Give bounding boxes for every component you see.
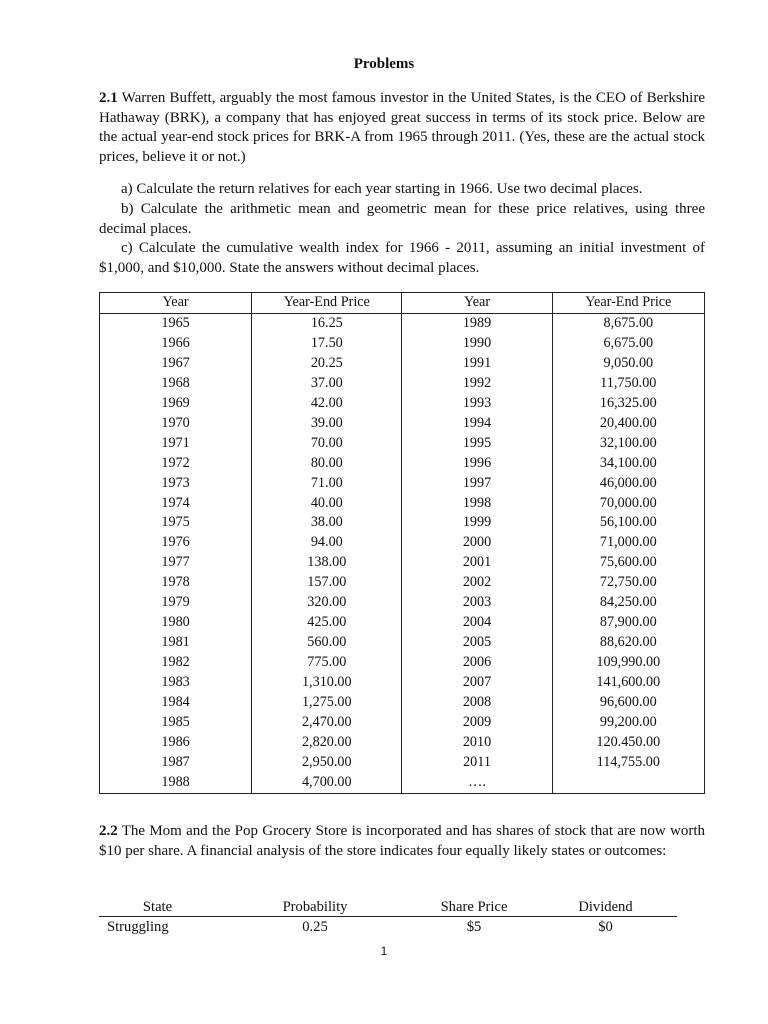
cell-price: 2,950.00 (252, 753, 402, 773)
table-row (100, 513, 705, 533)
table-row (100, 474, 705, 494)
problem-2-2-number: 2.2 (99, 823, 118, 839)
cell-price: 56,100.00 (552, 513, 704, 533)
table-row (100, 573, 705, 593)
problem-2-1-intro (99, 89, 705, 167)
cell-year: 2001 (402, 553, 552, 573)
header-year-2: Year (402, 293, 552, 314)
table-row (100, 414, 705, 434)
cell-price: 71,000.00 (552, 533, 704, 553)
cell-year: 1991 (402, 354, 552, 374)
cell-price: 17.50 (252, 334, 402, 354)
header-state: State (99, 898, 216, 917)
cell-year: …. (402, 773, 552, 793)
problem-2-1-part-c: c) Calculate the cumulative wealth index for 1966 - 2011, assuming an initial investment of $1,000, and $10,000. State the answers without decimal places. (99, 240, 705, 276)
cell-year: 1992 (402, 374, 552, 394)
cell-year: 1986 (100, 733, 252, 753)
cell-price: 138.00 (252, 553, 402, 573)
problem-2-2-text: The Mom and the Pop Grocery Store is incorporated and has shares of stock that are now worth $10 per share. A financial analysis of the store indicates four equally likely states or outcomes: (99, 823, 705, 859)
cell-price: 20.25 (252, 354, 402, 374)
cell-price: 38.00 (252, 513, 402, 533)
cell-price: 1,310.00 (252, 673, 402, 693)
cell-price: 425.00 (252, 613, 402, 633)
outcome-row (99, 917, 677, 938)
cell-price: 8,675.00 (552, 313, 704, 333)
cell-year: 1979 (100, 593, 252, 613)
cell-price: 70,000.00 (552, 494, 704, 514)
cell-price: 6,675.00 (552, 334, 704, 354)
cell-price: 34,100.00 (552, 454, 704, 474)
cell-year: 1969 (100, 394, 252, 414)
cell-price: 560.00 (252, 633, 402, 653)
table-row (100, 613, 705, 633)
cell-year: 2007 (402, 673, 552, 693)
cell-year: 1984 (100, 693, 252, 713)
problem-2-2-intro (99, 822, 705, 861)
cell-price: 32,100.00 (552, 434, 704, 454)
cell-year: 2004 (402, 613, 552, 633)
cell-year: 2010 (402, 733, 552, 753)
cell-price: 94.00 (252, 533, 402, 553)
cell-year: 2000 (402, 533, 552, 553)
cell-year: 1972 (100, 454, 252, 474)
cell-year: 1988 (100, 773, 252, 793)
cell-year: 1981 (100, 633, 252, 653)
cell-price: 120.450.00 (552, 733, 704, 753)
cell-year: 1989 (402, 313, 552, 333)
table-row (100, 653, 705, 673)
cell-price: 4,700.00 (252, 773, 402, 793)
cell-year: 1994 (402, 414, 552, 434)
outcome-share-price: $5 (466, 919, 482, 935)
cell-price: 72,750.00 (552, 573, 704, 593)
cell-year: 1974 (100, 494, 252, 514)
table-row (100, 374, 705, 394)
page-title: Problems (353, 56, 415, 72)
cell-year: 1987 (100, 753, 252, 773)
table-row (100, 533, 705, 553)
cell-price: 99,200.00 (552, 713, 704, 733)
cell-year: 1982 (100, 653, 252, 673)
stock-price-table (99, 292, 705, 794)
cell-price: 75,600.00 (552, 553, 704, 573)
table-row (100, 494, 705, 514)
cell-price: 109,990.00 (552, 653, 704, 673)
outcome-state: Struggling (107, 919, 169, 935)
table-row (100, 434, 705, 454)
cell-price (552, 773, 704, 793)
table-row (100, 633, 705, 653)
table-row (100, 593, 705, 613)
cell-price: 1,275.00 (252, 693, 402, 713)
cell-year: 1965 (100, 313, 252, 333)
cell-year: 2003 (402, 593, 552, 613)
cell-price: 20,400.00 (552, 414, 704, 434)
cell-year: 1977 (100, 553, 252, 573)
cell-price: 39.00 (252, 414, 402, 434)
cell-year: 1973 (100, 474, 252, 494)
cell-price: 2,470.00 (252, 713, 402, 733)
cell-year: 1967 (100, 354, 252, 374)
cell-year: 2011 (402, 753, 552, 773)
cell-year: 2008 (402, 693, 552, 713)
problem-2-1-text: Warren Buffett, arguably the most famous investor in the United States, is the CEO of Berkshire Hathaway (BRK), a company that has enjoyed great success in terms of its stock price. Below are the actual year-end stock prices for BRK-A from 1965 through 2011. (Yes, these are the actual stock prices, believe it or not.) (99, 90, 705, 165)
cell-year: 1983 (100, 673, 252, 693)
cell-price: 114,755.00 (552, 753, 704, 773)
cell-price: 71.00 (252, 474, 402, 494)
outcome-table (99, 898, 677, 937)
cell-price: 40.00 (252, 494, 402, 514)
cell-price: 775.00 (252, 653, 402, 673)
problem-2-1-number: 2.1 (99, 90, 118, 106)
cell-price: 70.00 (252, 434, 402, 454)
cell-price: 157.00 (252, 573, 402, 593)
table-row (100, 394, 705, 414)
header-price-1: Year-End Price (252, 293, 402, 314)
header-price-2: Year-End Price (552, 293, 704, 314)
page-number: 1 (380, 944, 388, 958)
table-row (100, 753, 705, 773)
table-row (100, 313, 705, 333)
table-row (100, 733, 705, 753)
cell-price: 2,820.00 (252, 733, 402, 753)
cell-year: 1975 (100, 513, 252, 533)
stock-price-table-body (100, 313, 705, 793)
cell-price: 96,600.00 (552, 693, 704, 713)
cell-year: 2002 (402, 573, 552, 593)
header-year-1: Year (100, 293, 252, 314)
cell-price: 141,600.00 (552, 673, 704, 693)
cell-year: 2006 (402, 653, 552, 673)
cell-price: 87,900.00 (552, 613, 704, 633)
cell-year: 1999 (402, 513, 552, 533)
cell-year: 1985 (100, 713, 252, 733)
cell-price: 16,325.00 (552, 394, 704, 414)
problem-2-1-part-b: b) Calculate the arithmetic mean and geometric mean for these price relatives, using three decimal places. (99, 201, 705, 237)
cell-year: 1980 (100, 613, 252, 633)
table-row (100, 773, 705, 793)
cell-price: 88,620.00 (552, 633, 704, 653)
cell-price: 80.00 (252, 454, 402, 474)
cell-year: 1970 (100, 414, 252, 434)
cell-year: 1971 (100, 434, 252, 454)
outcome-probability: 0.25 (302, 919, 328, 935)
cell-price: 320.00 (252, 593, 402, 613)
header-probability: Probability (216, 898, 414, 917)
table-row (100, 713, 705, 733)
outcome-header-row (99, 898, 677, 917)
cell-year: 2009 (402, 713, 552, 733)
cell-price: 42.00 (252, 394, 402, 414)
problem-2-1-part-a: a) Calculate the return relatives for each year starting in 1966. Use two decimal places. (121, 181, 643, 197)
table-row (100, 673, 705, 693)
table-header-row (100, 293, 705, 314)
cell-price: 84,250.00 (552, 593, 704, 613)
cell-year: 2005 (402, 633, 552, 653)
cell-year: 1996 (402, 454, 552, 474)
cell-price: 37.00 (252, 374, 402, 394)
cell-year: 1966 (100, 334, 252, 354)
cell-year: 1998 (402, 494, 552, 514)
cell-year: 1995 (402, 434, 552, 454)
table-row (100, 693, 705, 713)
cell-year: 1997 (402, 474, 552, 494)
table-row (100, 553, 705, 573)
outcome-dividend: $0 (598, 919, 613, 935)
table-row (100, 354, 705, 374)
cell-year: 1976 (100, 533, 252, 553)
table-row (100, 334, 705, 354)
cell-price: 16.25 (252, 313, 402, 333)
cell-year: 1978 (100, 573, 252, 593)
cell-year: 1990 (402, 334, 552, 354)
cell-price: 9,050.00 (552, 354, 704, 374)
cell-year: 1993 (402, 394, 552, 414)
header-share-price: Share Price (414, 898, 534, 917)
cell-year: 1968 (100, 374, 252, 394)
table-row (100, 454, 705, 474)
cell-price: 11,750.00 (552, 374, 704, 394)
cell-price: 46,000.00 (552, 474, 704, 494)
header-dividend: Dividend (534, 898, 677, 917)
